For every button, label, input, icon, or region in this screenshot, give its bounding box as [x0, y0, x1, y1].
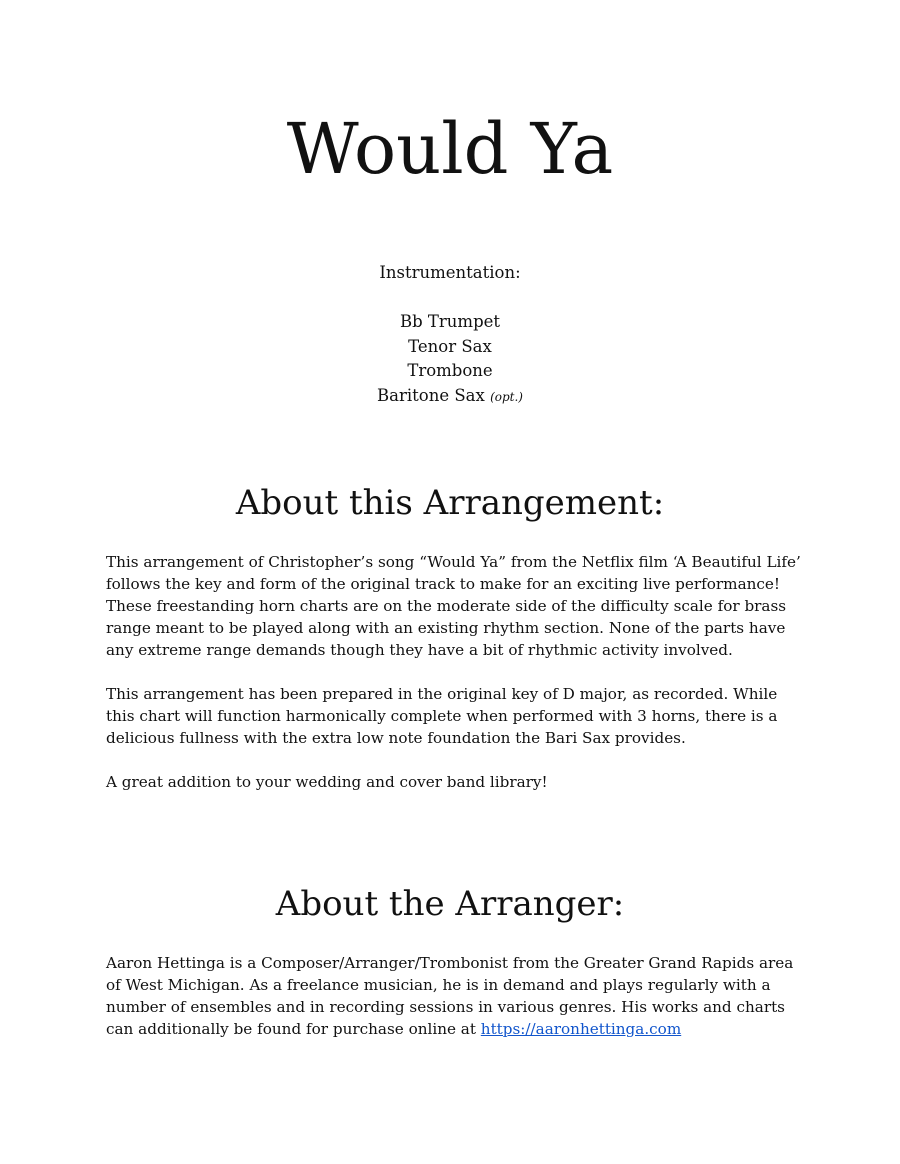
about-arranger-heading: About the Arranger:	[275, 884, 625, 924]
instrument-name: Tenor Sax	[408, 336, 492, 356]
instrumentation-section	[0, 261, 900, 409]
instrument-item	[0, 384, 900, 410]
instrumentation-heading: Instrumentation:	[379, 263, 521, 282]
optional-note: (opt.)	[490, 389, 523, 404]
instrument-name: Baritone Sax	[377, 385, 485, 405]
arrangement-paragraph: A great addition to your wedding and cover band library!	[106, 773, 548, 791]
arrangement-paragraph: This arrangement of Christopher’s song “Would Ya” from the Netflix film ‘A Beautiful Life’ follows the key and form of the original track to make for an exciting live performance! These freestanding horn charts are on the moderate side of the difficulty scale for brass range meant to be played along with an existing rhythm section. None of the parts have any extreme range demands though they have a bit of rhythmic activity involved.	[106, 553, 801, 659]
instrument-item	[0, 310, 900, 335]
instrument-list	[0, 310, 900, 409]
arrangement-paragraph: This arrangement has been prepared in the original key of D major, as recorded. While this chart will function harmonically complete when performed with 3 horns, there is a delicious fullness with the extra low note foundation the Bari Sax provides.	[106, 685, 778, 747]
instrument-name: Bb Trumpet	[399, 312, 501, 331]
arranger-paragraph	[106, 952, 806, 1040]
arranger-website-link[interactable]: https://aaronhettinga.com	[480, 1020, 682, 1038]
instrument-item	[0, 335, 900, 360]
about-arrangement-heading: About this Arrangement:	[235, 483, 665, 523]
arranger-bio-text: Aaron Hettinga is a Composer/Arranger/Trombonist from the Greater Grand Rapids area of West Michigan. As a freelance musician, he is in demand and plays regularly with a number of ensembles and in recording sessions in various genres. His works and charts can additionally be found for purchase online at	[106, 954, 794, 1038]
instrument-name: Trombone	[407, 361, 493, 380]
instrument-item	[0, 359, 900, 384]
page-title: Would Ya	[286, 108, 614, 190]
